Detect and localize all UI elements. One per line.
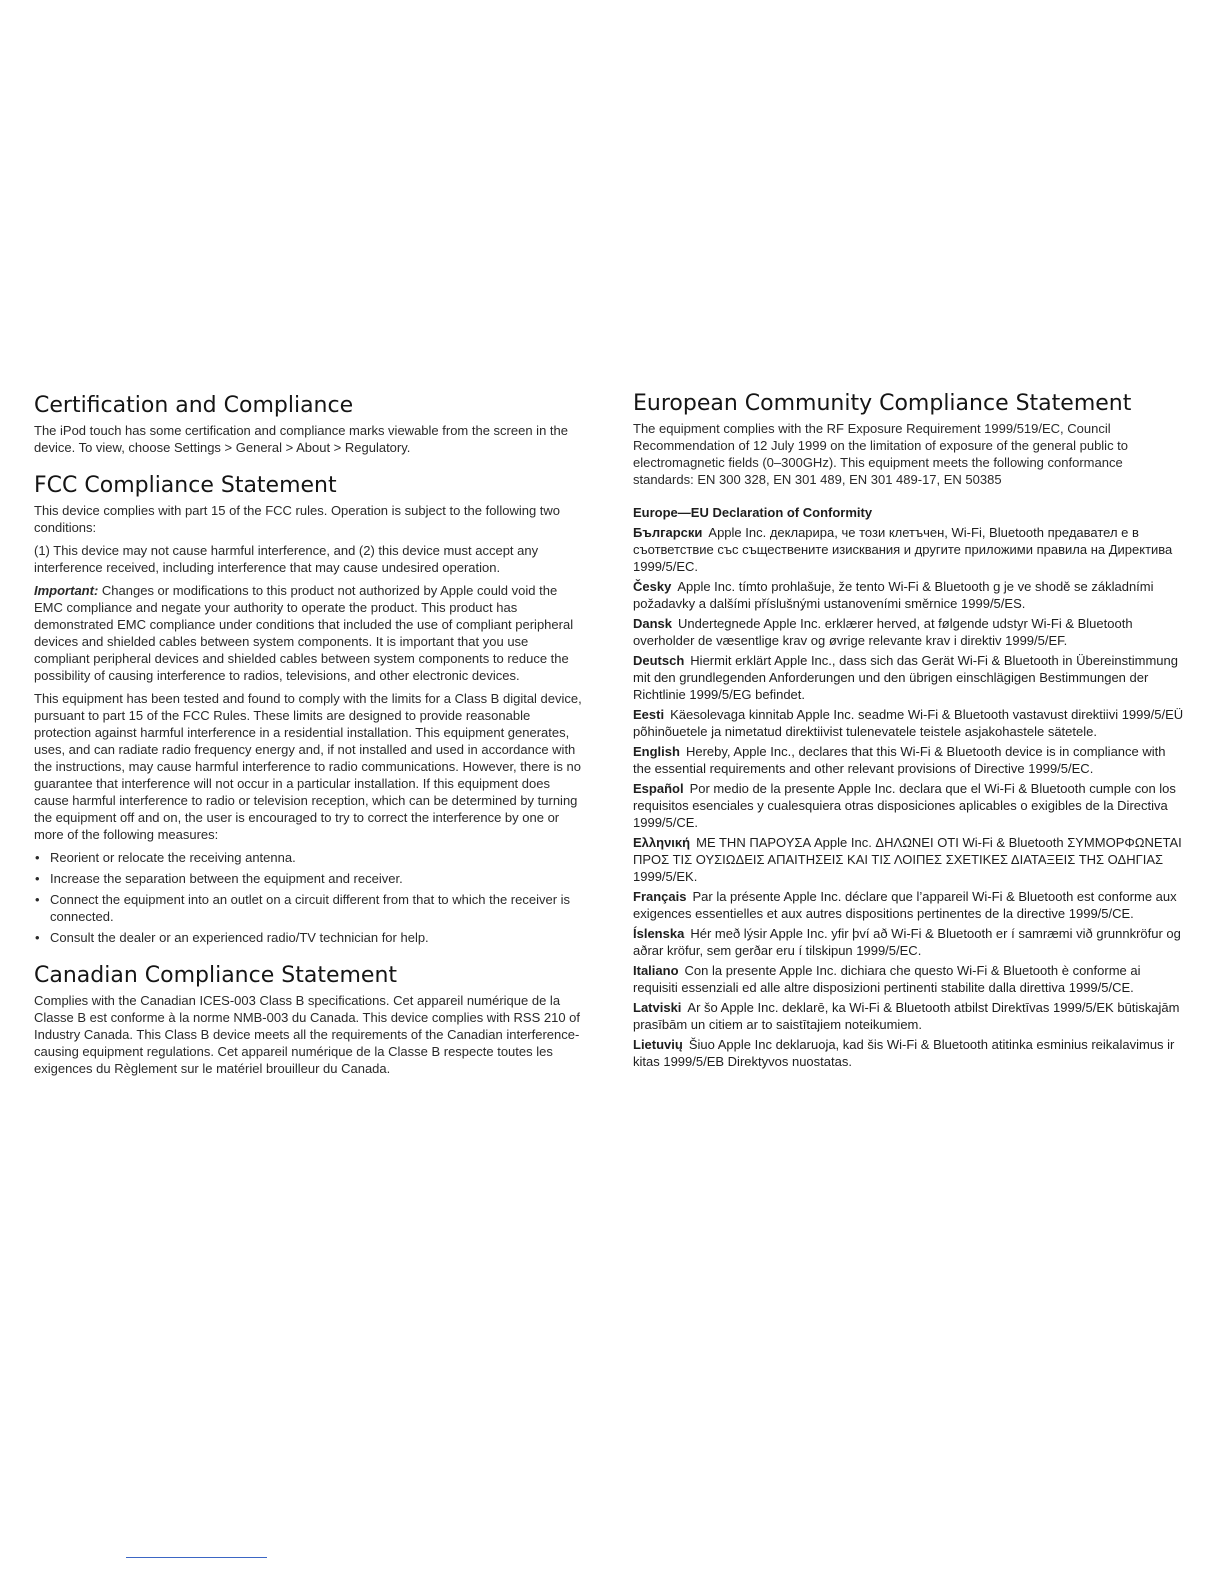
declaration-item (633, 1036, 1185, 1070)
declaration-text: Par la présente Apple Inc. déclare que l’appareil Wi-Fi & Bluetooth est conforme aux exigences essentielles et aux autres dispositions pertinentes de la directive 1999/5/CE. (633, 889, 1177, 921)
declaration-item (633, 743, 1185, 777)
measure-text: Reorient or relocate the receiving antenna. (50, 850, 296, 865)
bullet-icon: • (35, 930, 40, 945)
fcc-paragraph-4: This equipment has been tested and found to comply with the limits for a Class B digital device, pursuant to part 15 of the FCC Rules. These limits are designed to provide reasonable protection against harmful interference in a residential installation. This equipment generates, uses, and can radiate radio frequency energy and, if not installed and used in accordance with the instructions, may cause harmful interference to radio communications. However, there is no guarantee that interference will not occur in a particular installation. If this equipment does cause harmful interference to radio or television reception, which can be determined by turning the equipment off and on, the user is encouraged to try to correct the interference by one or more of the following measures: (34, 691, 582, 842)
left-column (34, 392, 586, 1083)
language-label: Español (633, 781, 684, 796)
declaration-item (633, 780, 1185, 831)
declaration-text: Apple Inc. tímto prohlašuje, že tento Wi-Fi & Bluetooth g je ve shodě se základními požadavky a dalšími příslušnými ustanoveními směrnice 1999/5/ES. (633, 579, 1154, 611)
fcc-important-paragraph (34, 582, 586, 684)
declaration-text: Undertegnede Apple Inc. erklærer herved, at følgende udstyr Wi-Fi & Bluetooth overholder de væsentlige krav og øvrige relevante krav i direktiv 1999/5/EF. (633, 616, 1133, 648)
language-label: Français (633, 889, 687, 904)
declaration-item (633, 999, 1185, 1033)
measure-text: Connect the equipment into an outlet on a circuit different from that to which the receiver is connected. (50, 892, 571, 924)
language-label: Italiano (633, 963, 679, 978)
declaration-text: Hereby, Apple Inc., declares that this Wi-Fi & Bluetooth device is in compliance with the essential requirements and other relevant provisions of Directive 1999/5/EC. (633, 744, 1166, 776)
certification-heading: Certification and Compliance (34, 393, 354, 418)
fcc-paragraph-2: (1) This device may not cause harmful interference, and (2) this device must accept any interference received, including interference that may cause undesired operation. (34, 543, 539, 575)
european-intro: The equipment complies with the RF Exposure Requirement 1999/519/EC, Council Recommendation of 12 July 1999 on the limitation of exposure of the general public to electromagnetic fields (0–300GHz). This equipment meets the following conformance standards: EN 300 328, EN 301 489, EN 301 489-17, EN 50385 (633, 421, 1129, 487)
canadian-heading: Canadian Compliance Statement (34, 963, 398, 988)
declaration-item (633, 615, 1185, 649)
bullet-icon: • (35, 892, 40, 907)
declaration-text: Ar šo Apple Inc. deklarē, ka Wi-Fi & Bluetooth atbilst Direktīvas 1999/5/EK būtiskajām prasībām un citiem ar to saistītajiem noteikumiem. (633, 1000, 1180, 1032)
declaration-text: Apple Inc. декларира, че този клетъчен, Wi-Fi, Bluetooth предавател е в съответствие със съществените изисквания и другите приложими правила на Директива 1999/5/EC. (633, 525, 1173, 574)
bullet-icon: • (35, 871, 40, 886)
fcc-paragraph-1: This device complies with part 15 of the FCC rules. Operation is subject to the following two conditions: (34, 503, 561, 535)
declaration-item (633, 578, 1185, 612)
declaration-text: ΜΕ ΤΗΝ ΠΑΡΟΥΣΑ Apple Inc. ΔΗΛΩΝΕΙ ΟΤΙ Wi-Fi & Bluetooth ΣΥΜΜΟΡΦΩΝΕΤΑΙ ΠΡΟΣ ΤΙΣ ΟΥΣΙΩΔΕΙΣ ΑΠΑΙΤΗΣΕΙΣ ΚΑΙ ΤΙΣ ΛΟΙΠΕΣ ΣΧΕΤΙΚΕΣ ΔΙΑΤΑΞΕΙΣ ΤΗΣ ΟΔΗΓΙΑΣ 1999/5/ΕΚ. (633, 835, 1182, 884)
language-label: Latviski (633, 1000, 682, 1015)
declaration-item (633, 834, 1185, 885)
important-text: Changes or modifications to this product not authorized by Apple could void the EMC compliance and negate your authority to operate the product. This product has demonstrated EMC compliance under conditions that included the use of compliant peripheral devices and shielded cables between system components. It is important that you use compliant peripheral devices and shielded cables between system components to reduce the possibility of causing interference to radios, televisions, and other electronic devices. (34, 583, 574, 683)
declaration-text: Por medio de la presente Apple Inc. declara que el Wi-Fi & Bluetooth cumple con los requisitos esenciales y cualesquiera otras disposiciones aplicables o exigibles de la Directiva 1999/5/CE. (633, 781, 1176, 830)
measure-text: Increase the separation between the equipment and receiver. (50, 871, 403, 886)
list-item (34, 929, 586, 946)
certification-body: The iPod touch has some certification and compliance marks viewable from the screen in the device. To view, choose Settings > General > About > Regulatory. (34, 423, 568, 455)
declaration-list (633, 524, 1185, 1070)
bullet-icon: • (35, 850, 40, 865)
declaration-item (633, 888, 1185, 922)
declaration-text: Šiuo Apple Inc deklaruoja, kad šis Wi-Fi & Bluetooth atitinka esminius reikalavimus ir kitas 1999/5/EB Direktyvos nuostatas. (633, 1037, 1175, 1069)
declaration-item (633, 925, 1185, 959)
declaration-item (633, 962, 1185, 996)
language-label: Ελληνική (633, 835, 691, 850)
declaration-text: Hiermit erklärt Apple Inc., dass sich das Gerät Wi-Fi & Bluetooth in Übereinstimmung mit den grundlegenden Anforderungen und den übrigen einschlägigen Bestimmungen der Richtlinie 1999/5/EG befindet. (633, 653, 1178, 702)
important-label: Important: (34, 583, 99, 598)
footer-rule (126, 1557, 267, 1558)
language-label: English (633, 744, 680, 759)
right-column (633, 390, 1185, 1073)
declaration-text: Hér með lýsir Apple Inc. yfir því að Wi-Fi & Bluetooth er í samræmi við grunnkröfur og aðrar kröfur, sem gerðar eru í tilskipun 1999/5/EC. (633, 926, 1181, 958)
language-label: Česky (633, 579, 672, 594)
language-label: Íslenska (633, 926, 685, 941)
measures-list (34, 849, 586, 946)
measure-text: Consult the dealer or an experienced radio/TV technician for help. (50, 930, 429, 945)
list-item (34, 849, 586, 866)
european-heading: European Community Compliance Statement (633, 391, 1132, 416)
language-label: Lietuvių (633, 1037, 683, 1052)
language-label: Български (633, 525, 703, 540)
declaration-text: Con la presente Apple Inc. dichiara che questo Wi-Fi & Bluetooth è conforme ai requisiti essenziali ed alle altre disposizioni pertinenti stabilite dalla direttiva 1999/5/CE. (633, 963, 1141, 995)
declaration-item (633, 706, 1185, 740)
fcc-heading: FCC Compliance Statement (34, 473, 337, 498)
declaration-heading: Europe—EU Declaration of Conformity (633, 505, 873, 520)
declaration-text: Käesolevaga kinnitab Apple Inc. seadme Wi-Fi & Bluetooth vastavust direktiivi 1999/5/EÜ põhinõuetele ja nimetatud direktiivist tulenevatele teistele asjakohastele sätetele. (633, 707, 1184, 739)
list-item (34, 870, 586, 887)
language-label: Deutsch (633, 653, 685, 668)
declaration-item (633, 652, 1185, 703)
language-label: Dansk (633, 616, 673, 631)
canadian-body: Complies with the Canadian ICES-003 Class B specifications. Cet appareil numérique de la Classe B est conforme à la norme NMB-003 du Canada. This device complies with RSS 210 of Industry Canada. This Class B device meets all the requirements of the Canadian interference-causing equipment regulations. Cet appareil numérique de la Classe B respecte toutes les exigences du Règlement sur le matériel brouilleur du Canada. (34, 993, 581, 1076)
declaration-item (633, 524, 1185, 575)
language-label: Eesti (633, 707, 665, 722)
list-item (34, 891, 586, 925)
